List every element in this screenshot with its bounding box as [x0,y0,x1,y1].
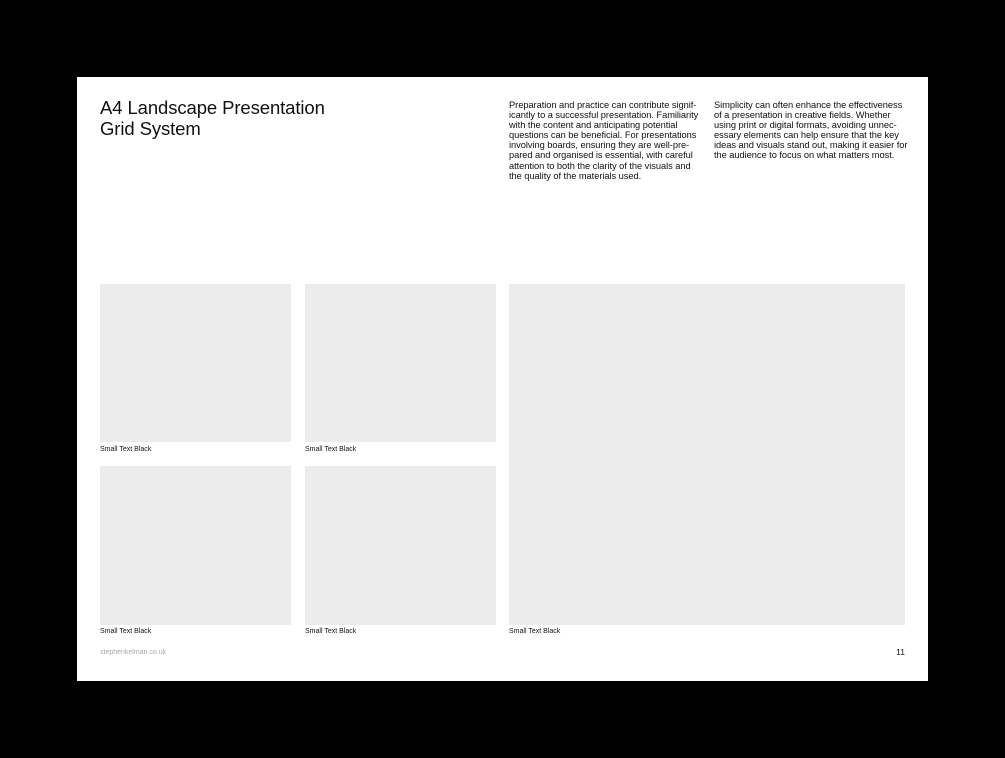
body-paragraph-2 [714,100,909,161]
page-number: 11 [896,647,905,657]
image-placeholder-bottom-left [100,466,291,625]
paragraph-line: essary elements can help ensure that the key [714,130,899,141]
paragraph-line: attention to both the clarity of the visuals and [509,160,691,171]
paragraph-line: using print or digital formats, avoiding unnec- [714,120,897,131]
paragraph-line: ideas and visuals stand out, making it easier for [714,140,908,151]
caption-top-middle: Small Text Black [305,446,357,453]
paragraph-line: with the content and anticipating potential [509,120,678,131]
paragraph-line: Simplicity can often enhance the effectiveness [714,100,903,110]
image-placeholder-bottom-middle [305,466,496,625]
paragraph-line: icantly to a successful presentation. Familiarity [509,110,699,121]
image-placeholder-large-right [509,284,905,625]
presentation-page [77,77,928,681]
title-line: Grid System [100,117,201,139]
paragraph-line: involving boards, ensuring they are well-pre- [509,140,690,151]
caption-top-left: Small Text Black [100,446,152,453]
caption-bottom-left: Small Text Black [100,628,152,635]
caption-large-right: Small Text Black [509,628,561,635]
body-paragraph-1 [509,100,699,181]
page-title [100,98,400,139]
footer-url: stephenkelman.co.uk [100,649,167,656]
image-placeholder-top-left [100,284,291,442]
paragraph-line: of a presentation in creative fields. Whether [714,110,891,121]
image-placeholder-top-middle [305,284,496,442]
paragraph-line: the audience to focus on what matters most. [714,150,895,161]
paragraph-line: questions can be beneficial. For presentations [509,130,697,141]
caption-bottom-middle: Small Text Black [305,628,357,635]
paragraph-line: the quality of the materials used. [509,170,642,181]
paragraph-line: pared and organised is essential, with careful [509,150,693,161]
title-line: A4 Landscape Presentation [100,97,325,118]
paragraph-line: Preparation and practice can contribute signif- [509,100,697,110]
